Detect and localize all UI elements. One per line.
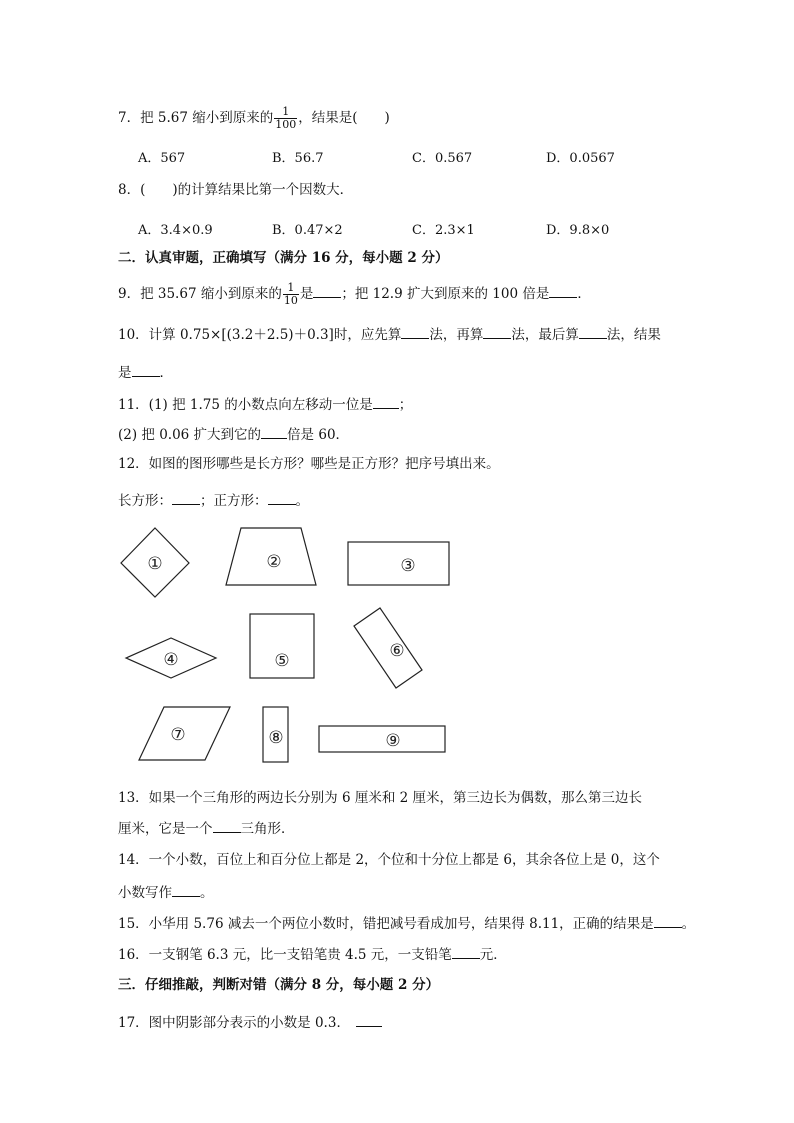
question-12: 12．如图的图形哪些是长方形？哪些是正方形？把序号填出来。 (118, 456, 500, 472)
q7-prefix: 7．把 5.67 缩小到原来的 (118, 110, 274, 126)
question-13-cont (118, 818, 295, 839)
q12-blank-square[interactable] (268, 490, 296, 505)
q9-prefix: 9．把 35.67 缩小到原来的 (118, 286, 282, 302)
question-11-2 (118, 424, 349, 445)
q11-2-text: (2) 把 0.06 扩大到它的 (118, 427, 262, 443)
question-10-cont (118, 362, 173, 383)
q11-blank-1[interactable] (373, 394, 399, 409)
q15-end: 。 (681, 916, 696, 932)
q10-part-f: ． (159, 365, 173, 381)
shape-6 (354, 608, 422, 688)
q10-blank-4[interactable] (132, 362, 160, 377)
q14-part-a: 小数写作 (118, 885, 172, 901)
q12-rect-label: 长方形： (118, 493, 172, 509)
q8-option-a[interactable]: A．3.4×0.9 (138, 223, 213, 238)
shape-label-4: ④ (163, 650, 179, 670)
q9-blank-2[interactable] (549, 283, 577, 298)
question-15 (118, 913, 695, 934)
q8-option-c[interactable]: C．2.3×1 (412, 223, 475, 238)
q10-part-c: 法，最后算 (511, 327, 579, 343)
question-10 (118, 324, 661, 345)
question-9 (118, 282, 591, 307)
q10-part-b: 法，再算 (429, 327, 484, 343)
q9-frac-num: 1 (283, 282, 299, 295)
q10-part-e: 是 (118, 365, 132, 381)
question-14: 14．一个小数，百位上和百分位上都是 2，个位和十分位上都是 6，其余各位上是 0，这个 (118, 852, 660, 868)
section-3-heading: 三．仔细推敲，判断对错（满分 8 分，每小题 2 分） (118, 977, 440, 993)
shape-label-9: ⑨ (385, 731, 401, 751)
q11-1-text: 11．(1) 把 1.75 的小数点向左移动一位是 (118, 397, 373, 413)
q11-blank-2[interactable] (261, 424, 287, 439)
shape-label-5: ⑤ (274, 651, 290, 671)
q14-part-b: 。 (200, 885, 214, 901)
q9-frac-den: 10 (283, 294, 298, 307)
q8-option-b[interactable]: B．0.47×2 (272, 223, 343, 238)
q10-part-d: 法，结果 (606, 327, 661, 343)
shape-label-8: ⑧ (268, 728, 284, 748)
q8-option-d[interactable]: D．9.8×0 (546, 223, 610, 238)
question-12-answers (118, 490, 309, 511)
q13-blank[interactable] (213, 818, 241, 833)
q10-blank-2[interactable] (483, 324, 511, 339)
q7-frac-den: 100 (275, 118, 297, 131)
q16-end: 元． (479, 947, 507, 963)
q16-blank[interactable] (452, 944, 480, 959)
question-17 (118, 1012, 382, 1033)
question-7 (118, 106, 390, 131)
q7-option-a[interactable]: A．567 (138, 151, 186, 166)
q17-blank[interactable] (356, 1012, 382, 1027)
q10-blank-1[interactable] (401, 324, 429, 339)
shape-9 (319, 726, 445, 752)
q15-text: 15．小华用 5.76 减去一个两位小数时，错把减号看成加号，结果得 8.11，正确的结果是 (118, 916, 654, 932)
q10-part-a: 10．计算 0.75×[(3.2＋2.5)＋0.3]时，应先算 (118, 327, 402, 343)
q15-blank[interactable] (654, 913, 682, 928)
q7-option-b[interactable]: B．56.7 (272, 151, 324, 166)
q7-fraction (274, 106, 297, 131)
shapes-figure (118, 520, 458, 770)
shape-label-7: ⑦ (170, 725, 186, 745)
q7-option-d[interactable]: D．0.0567 (546, 151, 615, 166)
shape-3 (348, 542, 449, 585)
question-13: 13．如果一个三角形的两边长分别为 6 厘米和 2 厘米，第三边长为偶数，那么第三边长 (118, 790, 643, 806)
question-11-1 (118, 394, 412, 415)
q16-text: 16．一支钢笔 6.3 元，比一支铅笔贵 4.5 元，一支铅笔 (118, 947, 452, 963)
q7-frac-num: 1 (274, 106, 297, 119)
q14-blank[interactable] (172, 882, 200, 897)
q7-option-c[interactable]: C．0.567 (412, 151, 473, 166)
q10-blank-3[interactable] (579, 324, 607, 339)
question-14-cont (118, 882, 214, 903)
shape-label-6: ⑥ (389, 641, 405, 661)
q9-mid: 是 (299, 286, 314, 302)
q11-1-end: ； (398, 397, 413, 413)
q13-part-b: 三角形． (240, 821, 295, 837)
shape-label-2: ② (266, 552, 282, 572)
q7-suffix: ，结果是( ) (298, 110, 390, 126)
question-8: 8．( )的计算结果比第一个因数大． (118, 182, 354, 198)
q12-end: 。 (295, 493, 309, 509)
q9-blank-1[interactable] (313, 283, 341, 298)
q12-blank-rect[interactable] (172, 490, 200, 505)
shape-label-1: ① (147, 554, 163, 574)
shape-label-3: ③ (400, 556, 416, 576)
question-16 (118, 944, 507, 965)
q9-end: ． (577, 286, 591, 302)
q9-mid2: ；把 12.9 扩大到原来的 100 倍是 (341, 286, 550, 302)
q12-square-label: ；正方形： (200, 493, 268, 509)
q11-2-end: 倍是 60． (287, 427, 350, 443)
q9-fraction (283, 282, 299, 307)
section-2-heading: 二．认真审题，正确填写（满分 16 分，每小题 2 分） (118, 250, 449, 266)
q17-text: 17．图中阴影部分表示的小数是 0.3． (118, 1015, 350, 1031)
q13-part-a: 厘米，它是一个 (118, 821, 213, 837)
